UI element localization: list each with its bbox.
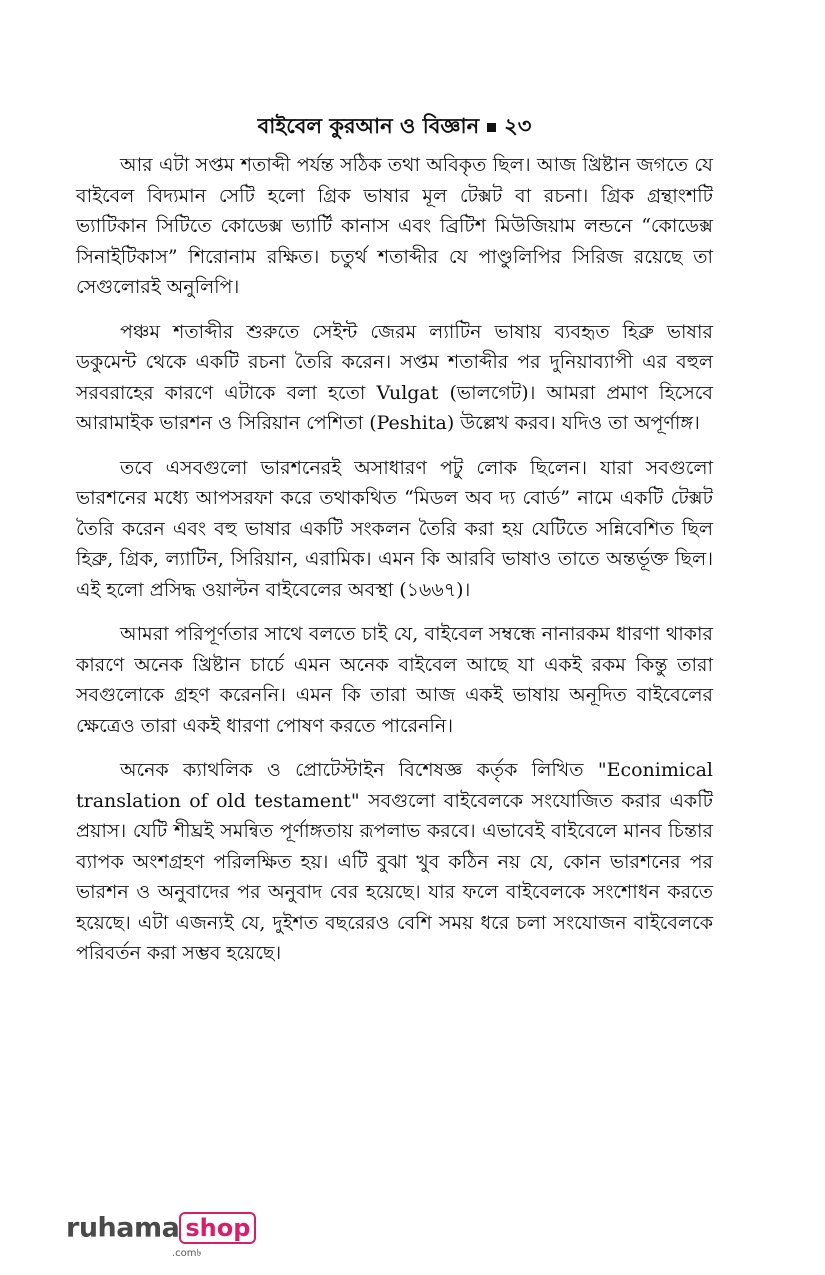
- book-page: [76, 108, 713, 983]
- logo-ruhama-text: ruhama: [66, 1212, 180, 1244]
- square-bullet-icon: [487, 123, 496, 132]
- ruhamashop-watermark-logo: [66, 1212, 256, 1259]
- body-paragraph-5: অনেক ক্যাথলিক ও প্রোটেস্টাইন বিশেষজ্ঞ কর্তৃক লিখিত "Econimical translation of old testament" সবগুলো বাইবেলকে সংযোজিত করার একটি প্রয়াস। যেটি শীঘ্রই সমন্বিত পূর্ণাঙ্গতায় রূপলাভ করবে। এভাবেই বাইবেলে মানব চিন্তার ব্যাপক অংশগ্রহণ পরিলক্ষিত হয়। এটি বুঝা খুব কঠিন নয় যে, কোন ভারশনের পর ভারশন ও অনুবাদের পর অনুবাদ বের হয়েছে। যার ফলে বাইবেলকে সংশোধন করতে হয়েছে। এটা এজন্যই যে, দুইশত বছরেরও বেশি সময় ধরে চলা সংযোজন বাইবেলকে পরিবর্তন করা সম্ভব হয়েছে।: [76, 759, 713, 964]
- body-paragraph-4: আমরা পরিপূর্ণতার সাথে বলতে চাই যে, বাইবেল সম্বন্ধে নানারকম ধারণা থাকার কারণে অনেক খ্রিষ্টান চার্চে এমন অনেক বাইবেল আছে যা একই রকম কিন্তু তারা সবগুলোকে গ্রহণ করেননি। এমন কি তারা আজ একই ভাষায় অনূদিত বাইবেলের ক্ষেত্রেও তারা একই ধারণা পোষণ করতে পারেননি।: [76, 623, 713, 737]
- body-paragraph-1: আর এটা সপ্তম শতাব্দী পর্যন্ত সঠিক তথা অবিকৃত ছিল। আজ খ্রিষ্টান জগতে যে বাইবেল বিদ্যমান সেটি হলো গ্রিক ভাষার মূল টেক্সট বা রচনা। গ্রিক গ্রন্থাংশটি ভ্যাটিকান সিটিতে কোডেক্স ভ্যার্টি কানাস এবং ব্রিটিশ মিউজিয়াম লন্ডনে “কোডেক্স সিনাইটিকাস” শিরোনাম রক্ষিত। চতুর্থ শতাব্দীর যে পাণ্ডুলিপির সিরিজ রয়েছে তা সেগুলোরই অনুলিপি।: [76, 154, 713, 298]
- logo-shop-badge: shop: [179, 1212, 256, 1244]
- running-head: [76, 108, 713, 144]
- body-paragraph-3: তবে এসবগুলো ভারশনেরই অসাধারণ পটু লোক ছিলেন। যারা সবগুলো ভারশনের মধ্যে আপসরফা করে তথাকথিত “মিডল অব দ্য বোর্ড” নামে একটি টেক্সট তৈরি করেন এবং বহু ভাষার একটি সংকলন তৈরি করা হয় যেটিতে সন্নিবেশিত ছিল হিব্রু, গ্রিক, ল্যাটিন, সিরিয়ান, এরামিক। এমন কি আরবি ভাষাও তাতে অন্তর্ভূক্ত ছিল। এই হলো প্রসিদ্ধ ওয়াল্টন বাইবেলের অবস্থা (১৬৬৭)।: [76, 456, 713, 601]
- body-paragraph-2: পঞ্চম শতাব্দীর শুরুতে সেইন্ট জেরম ল্যাটিন ভাষায় ব্যবহৃত হিব্রু ভাষার ডকুমেন্ট থেকে একটি রচনা তৈরি করেন। সপ্তম শতাব্দীর পর দুনিয়াব্যাপী এর বহুল সরবরাহের কারণে এটাকে বলা হতো Vulgat (ভালগেট)। আমরা প্রমাণ হিসেবে আরামাইক ভারশন ও সিরিয়ান পেশিতা (Peshita) উল্লেখ করব। যদিও তা অপূর্ণাঙ্গ।: [76, 320, 713, 434]
- logo-domain-text: .com৳: [172, 1248, 202, 1259]
- page-number: ২৩: [504, 113, 532, 138]
- book-title: বাইবেল কুরআন ও বিজ্ঞান: [257, 113, 480, 138]
